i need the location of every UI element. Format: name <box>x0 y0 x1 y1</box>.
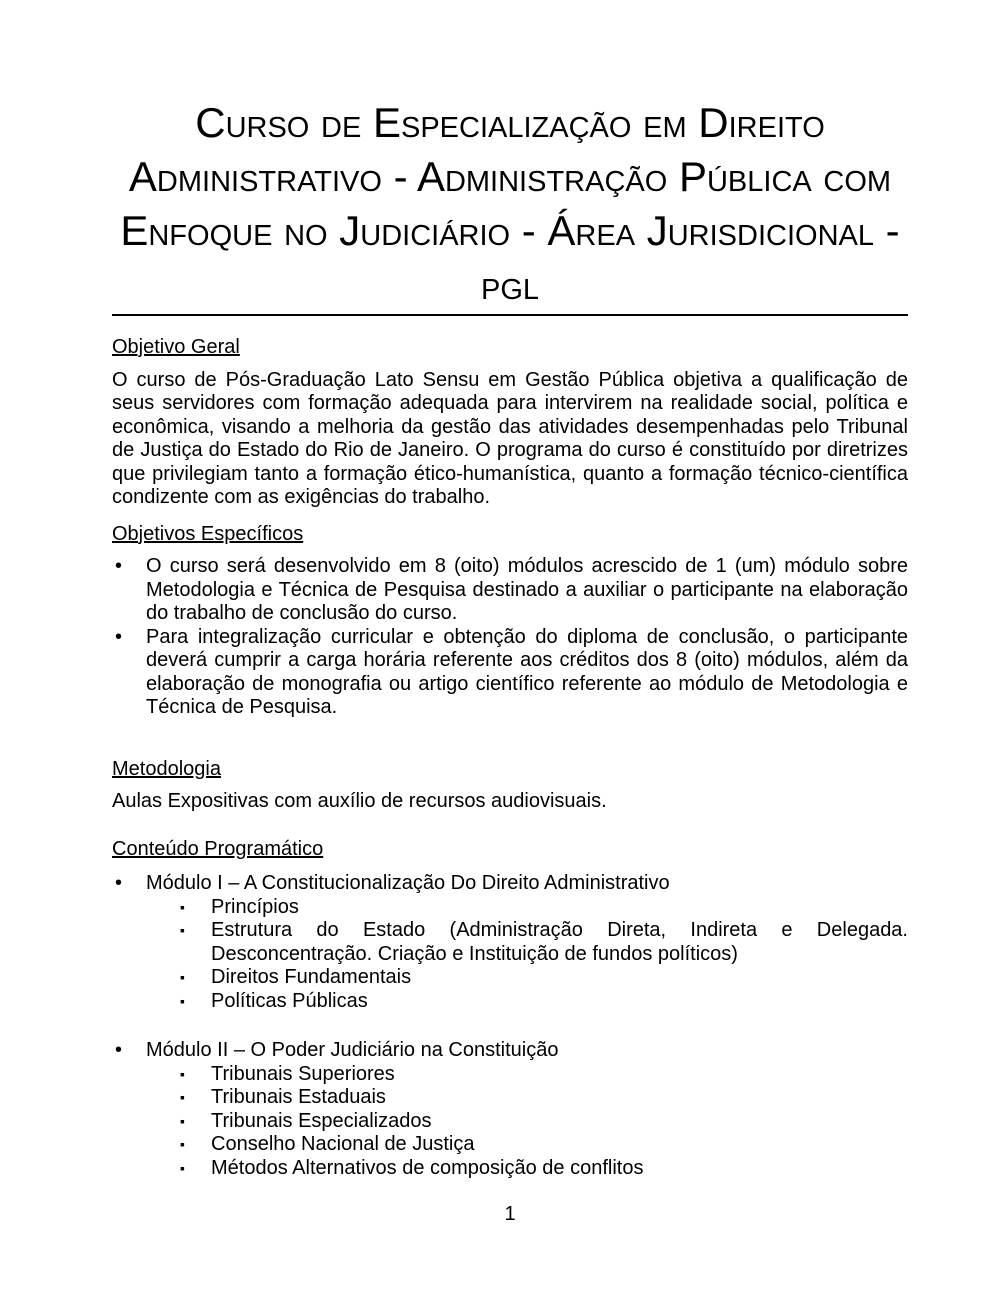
sub-list-item-text: Tribunais Superiores <box>211 1062 395 1085</box>
list-item-text: O curso será desenvolvido em 8 (oito) módulos acrescido de 1 (um) módulo sobre Metodologia e Técnica de Pesquisa destinado a auxiliar o participante na elaboração do trabalho de conclusão do curso. <box>146 555 908 624</box>
square-bullet-icon: ▪ <box>180 1112 185 1129</box>
sub-list-item-text: Direitos Fundamentais <box>211 966 412 988</box>
list-item <box>112 626 908 720</box>
objetivos-especificos-list <box>112 555 908 720</box>
section-heading-conteudo-programatico: Conteúdo Programático <box>112 837 324 860</box>
sub-list-item <box>112 896 908 920</box>
sub-list-item-text: Métodos Alternativos de composição de conflitos <box>211 1156 644 1179</box>
square-bullet-icon: ▪ <box>180 1159 185 1176</box>
list-item-text: Módulo I – A Constitucionalização Do Direito Administrativo <box>146 872 670 894</box>
page-number: 1 <box>504 1203 516 1225</box>
square-bullet-icon: ▪ <box>180 1089 185 1105</box>
sub-list-item <box>112 919 908 966</box>
sub-list-item <box>112 1063 908 1087</box>
title-line: Administrativo - Administração Pública com <box>128 153 892 200</box>
bullet-icon: • <box>115 625 123 648</box>
section-heading-objetivo-geral: Objetivo Geral <box>112 336 240 358</box>
list-item-text: Módulo II – O Poder Judiciário na Constituição <box>146 1039 559 1061</box>
sub-list-item-text: Princípios <box>211 895 299 918</box>
title-line: Enfoque no Judiciário - Área Jurisdicional - <box>120 207 900 254</box>
list-item-module-title <box>112 1039 908 1063</box>
title-line: pgl <box>480 261 540 308</box>
square-bullet-icon: ▪ <box>180 898 185 915</box>
square-bullet-icon: ▪ <box>180 1065 185 1082</box>
sub-list-item-text: Conselho Nacional de Justiça <box>211 1133 475 1155</box>
modulo-1-list <box>112 872 908 1013</box>
square-bullet-icon: ▪ <box>180 969 185 985</box>
square-bullet-icon: ▪ <box>180 922 185 938</box>
bullet-icon: • <box>115 555 123 577</box>
list-item <box>112 555 908 626</box>
list-item-module-title <box>112 872 908 896</box>
sub-list-item <box>112 966 908 990</box>
paragraph-metodologia: Aulas Expositivas com auxílio de recursos audiovisuais. <box>112 790 607 812</box>
modulo-2-list <box>112 1039 908 1180</box>
sub-list-item <box>112 1133 908 1157</box>
sub-list-item-text: Políticas Públicas <box>211 989 368 1012</box>
sub-list-item <box>112 1157 908 1181</box>
bullet-icon: • <box>115 1039 123 1061</box>
square-bullet-icon: ▪ <box>180 1136 185 1152</box>
section-heading-metodologia: Metodologia <box>112 757 221 780</box>
bullet-icon: • <box>115 872 123 894</box>
sub-list-item <box>112 1086 908 1110</box>
list-item-text: Para integralização curricular e obtenção do diploma de conclusão, o participante deverá cumprir a carga horária referente aos créditos dos 8 (oito) módulos, além da elaboração de monografia ou artigo científico referente ao módulo de Metodologia e Técnica de Pesquisa. <box>146 625 908 718</box>
sub-list-item <box>112 1110 908 1134</box>
title-line: Curso de Especialização em Direito <box>195 99 825 146</box>
sub-list-item <box>112 990 908 1014</box>
sub-list-item-text: Estrutura do Estado (Administração Direta, Indireta e Delegada. Desconcentração. Criação e Instituição de fundos políticos) <box>211 919 908 965</box>
sub-list-item-text: Tribunais Especializados <box>211 1109 432 1132</box>
square-bullet-icon: ▪ <box>180 992 185 1009</box>
section-heading-objetivos-especificos: Objetivos Específicos <box>112 522 304 545</box>
document-title <box>112 96 908 316</box>
paragraph-objetivo-geral: O curso de Pós-Graduação Lato Sensu em Gestão Pública objetiva a qualificação de seus servidores com formação adequada para intervirem na realidade social, política e econômica, visando a melhoria da gestão das atividades desempenhadas pelo Tribunal de Justiça do Estado do Rio de Janeiro. O programa do curso é constituído por diretrizes que privilegiam tanto a formação ético-humanística, quanto a formação técnico-científica condizente com as exigências do trabalho. <box>112 368 908 508</box>
sub-list-item-text: Tribunais Estaduais <box>211 1086 386 1108</box>
